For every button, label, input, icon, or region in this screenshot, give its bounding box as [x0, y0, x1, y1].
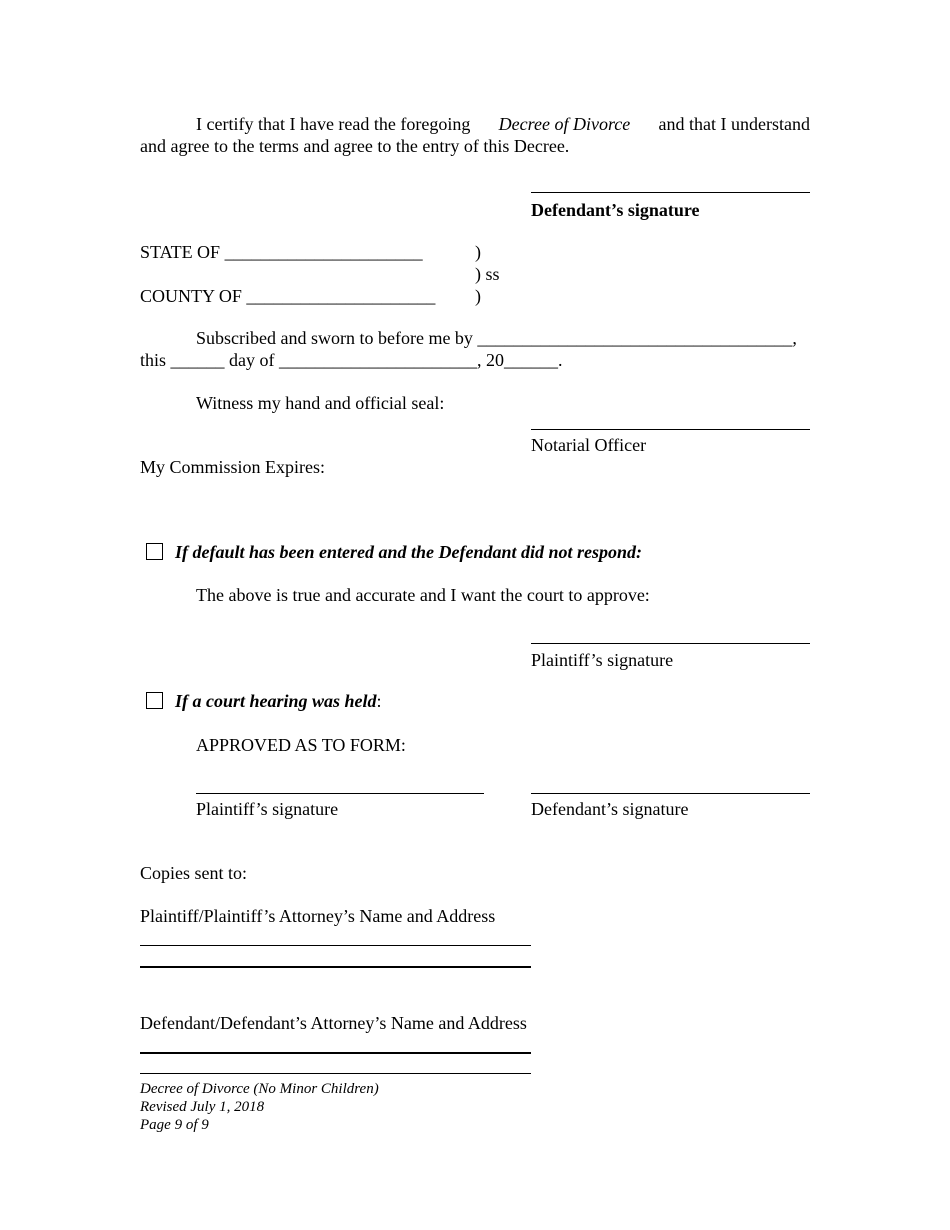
- certification-text: I certify that I have read the foregoing: [196, 114, 471, 134]
- defendant-signature-label: Defendant’s signature: [531, 200, 700, 220]
- footer-page-number: Page 9 of 9: [140, 1117, 209, 1133]
- footer-revision: Revised July 1, 2018: [140, 1099, 265, 1115]
- hearing-defendant-signature-label: Defendant’s signature: [531, 799, 689, 819]
- venue-ss: ) ss: [475, 264, 500, 284]
- venue-paren-1: ): [475, 242, 481, 262]
- hearing-plaintiff-signature-line[interactable]: [196, 793, 484, 794]
- hearing-defendant-signature-line[interactable]: [531, 793, 810, 794]
- hearing-heading-text: If a court hearing was held: [175, 691, 377, 711]
- defendant-address-line-2[interactable]: [140, 1073, 531, 1074]
- copies-label: Copies sent to:: [140, 863, 247, 883]
- default-plaintiff-signature-line[interactable]: [531, 643, 810, 644]
- notary-signature-line[interactable]: [531, 429, 810, 430]
- certification-line2: and agree to the terms and agree to the entry of this Decree.: [140, 136, 570, 156]
- certification-text-end: and that I understand: [658, 114, 810, 134]
- venue-paren-2: ): [475, 286, 481, 306]
- default-heading: If default has been entered and the Defendant did not respond:: [175, 542, 643, 562]
- hearing-plaintiff-signature-label: Plaintiff’s signature: [196, 799, 339, 819]
- defendant-address-line-1[interactable]: [140, 1052, 531, 1054]
- county-field[interactable]: COUNTY OF _____________________: [140, 286, 436, 306]
- jurat-line1[interactable]: Subscribed and sworn to before me by ___________________________________,: [196, 328, 797, 348]
- hearing-checkbox[interactable]: [146, 692, 163, 709]
- plaintiff-address-line-2[interactable]: [140, 966, 531, 968]
- jurat-line2[interactable]: this ______ day of ______________________, 20______.: [140, 350, 563, 370]
- certification-line1: [196, 113, 810, 135]
- plaintiff-address-line-1[interactable]: [140, 945, 531, 946]
- witness-statement: Witness my hand and official seal:: [196, 393, 445, 413]
- default-checkbox[interactable]: [146, 543, 163, 560]
- plaintiff-address-label: Plaintiff/Plaintiff’s Attorney’s Name and Address: [140, 906, 496, 926]
- commission-expires: My Commission Expires:: [140, 457, 326, 477]
- decree-title: Decree of Divorce: [498, 114, 631, 134]
- hearing-heading-colon: :: [376, 691, 382, 711]
- defendant-address-label: Defendant/Defendant’s Attorney’s Name and Address: [140, 1013, 527, 1033]
- hearing-heading: [175, 690, 382, 712]
- approved-as-to-form: APPROVED AS TO FORM:: [196, 735, 406, 755]
- defendant-signature-line[interactable]: [531, 192, 810, 193]
- footer-form-title: Decree of Divorce (No Minor Children): [140, 1081, 379, 1097]
- default-plaintiff-signature-label: Plaintiff’s signature: [531, 650, 674, 670]
- default-statement: The above is true and accurate and I want the court to approve:: [196, 585, 650, 605]
- notary-label: Notarial Officer: [531, 435, 647, 455]
- state-field[interactable]: STATE OF ______________________: [140, 242, 423, 262]
